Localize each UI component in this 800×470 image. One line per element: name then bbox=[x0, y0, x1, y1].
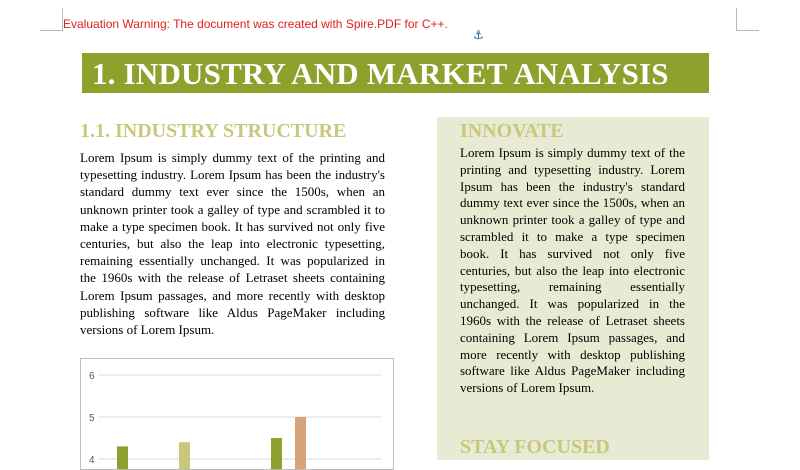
sidebar-body: Lorem Ipsum is simply dummy text of the printing and typesetting industry. Lorem Ipsum has been the industry's standard dummy text ever since the 1500s, when an unknown printer took a galley of type and scrambled it to make a type specimen book. It has survived not only five centuries, but also the leap into electronic typesetting, remaining essentially unchanged. It was popularized in the 1960s with the release of Letraset sheets containing Lorem Ipsum passages, and more recently with desktop publishing software like Aldus PageMaker including versions of Lorem Ipsum. bbox=[460, 145, 685, 396]
section-heading: 1.1. INDUSTRY STRUCTURE bbox=[80, 120, 347, 142]
chart-bar bbox=[295, 417, 306, 469]
page-corner-mark-top-left bbox=[40, 8, 63, 31]
sidebar-heading-2: STAY FOCUSED bbox=[460, 436, 610, 458]
y-tick-label: 4 bbox=[89, 455, 95, 466]
page-corner-mark-top-right bbox=[736, 8, 759, 31]
y-tick-label: 6 bbox=[89, 371, 95, 382]
page-title: 1. INDUSTRY AND MARKET ANALYSIS bbox=[92, 56, 669, 91]
chart[interactable] bbox=[80, 358, 394, 470]
evaluation-warning: Evaluation Warning: The document was created with Spire.PDF for C++. bbox=[63, 17, 448, 31]
section-body: Lorem Ipsum is simply dummy text of the printing and typesetting industry. Lorem Ipsum has been the industry's standard dummy text ever since the 1500s, when an unknown printer took a galley of type and scrambled it to make a type specimen book. It has survived not only five centuries, but also the leap into electronic typesetting, remaining essentially unchanged. It was popularized in the 1960s with the release of Letraset sheets containing Lorem Ipsum passages, and more recently with desktop publishing software like Aldus PageMaker including versions of Lorem Ipsum. bbox=[80, 150, 385, 338]
chart-bar bbox=[117, 446, 128, 469]
anchor-icon[interactable]: ⚓ bbox=[473, 28, 484, 42]
sidebar-heading: INNOVATE bbox=[460, 120, 564, 142]
chart-bar bbox=[179, 442, 190, 469]
y-tick-label: 5 bbox=[89, 413, 95, 424]
chart-bar bbox=[271, 438, 282, 469]
chart-svg bbox=[81, 359, 393, 469]
